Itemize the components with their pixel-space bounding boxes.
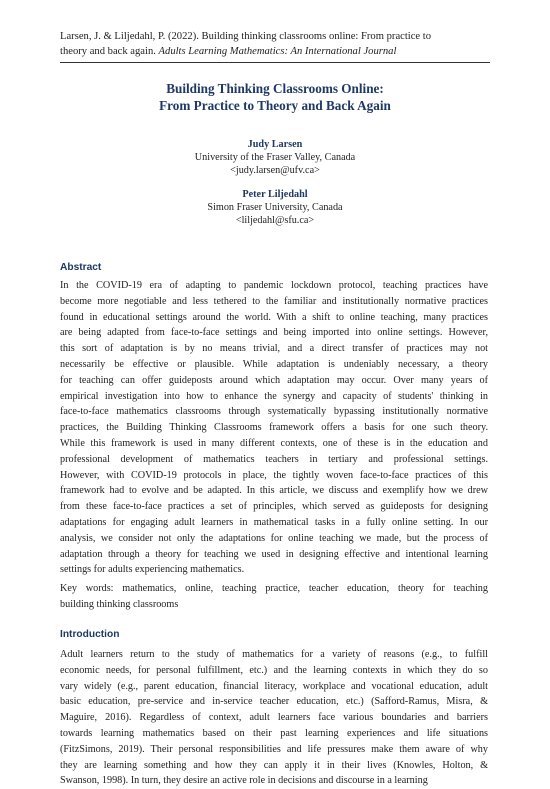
- abstract-line: practices, the Building Thinking Classrooms framework offers a basis for one such theory.: [60, 422, 488, 434]
- abstract-line: face-to-face mathematics classrooms through systematically bypassing institutionally normative: [60, 406, 488, 418]
- introduction-line: Maguire, 2016). Regardless of context, adult learners face various boundaries and barriers: [60, 712, 488, 724]
- header-divider: [60, 62, 490, 63]
- abstract-line: However, with COVID-19 protocols in place, the tightly woven face-to-face practices of this: [60, 469, 488, 481]
- abstract-line: analysis, we consider not only the adaptations for online teaching we made, but the process of: [60, 532, 488, 544]
- abstract-line: In the COVID-19 era of adapting to pandemic lockdown protocol, teaching practices have: [60, 280, 488, 291]
- abstract-line: this sort of adaptation is by no means trivial, and a direct transfer of practices may not: [60, 343, 488, 355]
- introduction-body: [60, 647, 488, 789]
- introduction-line: (FitzSimons, 2019). Their personal responsibilities and life pressures make them aware of why: [60, 743, 488, 755]
- abstract-line: found in educational settings around the world. With a shift to online teaching, many practices: [60, 311, 488, 323]
- paper-title: [60, 80, 490, 114]
- citation-line-2-text: theory and back again.: [60, 45, 159, 57]
- abstract-line: professional development of mathematics teachers in tertiary and professional settings.: [60, 453, 488, 465]
- citation-header: [60, 30, 490, 59]
- introduction-line: Swanson, 1998). In turn, they desire an active role in decisions and discourse in a learning: [60, 775, 428, 787]
- author-block-2: [60, 188, 490, 227]
- introduction-heading: Introduction: [60, 629, 120, 640]
- abstract-line: adaptation through a theory for teaching we used in designing effective and intentional learning: [60, 548, 488, 560]
- abstract-line: framework had to evolve and be adapted. In this article, we discuss and exemplify how we drew: [60, 485, 488, 497]
- title-line-1: Building Thinking Classrooms Online:: [166, 81, 384, 96]
- introduction-line: they are learning something and how they can apply it in their lives (Knowles, Holton, &: [60, 759, 488, 771]
- author-name: Peter Liljedahl: [242, 189, 308, 200]
- introduction-line: basic education, pre-service and in-service teacher education, etc.) (Safford-Ramus, Misra, &: [60, 696, 488, 708]
- abstract-line: settings for adults experiencing mathematics.: [60, 564, 245, 576]
- abstract-line: While this framework is used in many different contexts, one of these is in the education and: [60, 437, 488, 449]
- abstract-heading: Abstract: [60, 262, 102, 273]
- abstract-line: for teaching can offer guideposts around which adaptation may occur. Over many years of: [60, 374, 488, 386]
- journal-name: Adults Learning Mathematics: An International Journal: [158, 45, 397, 57]
- author-affiliation: Simon Fraser University, Canada: [207, 202, 343, 213]
- title-line-2: From Practice to Theory and Back Again: [159, 98, 391, 113]
- author-email: <liljedahl@sfu.ca>: [235, 215, 315, 226]
- introduction-line: towards learning mathematics based on their past learning experiences and life situations: [60, 727, 488, 739]
- keywords: [60, 581, 488, 613]
- abstract-line: from these face-to-face practices a set of principles, which served as guideposts for designing: [60, 501, 488, 513]
- author-block-1: [60, 138, 490, 177]
- abstract-line: adaptations for engaging adult learners in mathematical tasks in a fully online setting. In our: [60, 516, 488, 528]
- citation-line-1: Larsen, J. & Liljedahl, P. (2022). Building thinking classrooms online: From practice to: [60, 31, 432, 42]
- abstract-body: [60, 278, 488, 578]
- author-email: <judy.larsen@ufv.ca>: [230, 165, 320, 176]
- abstract-line: become more negotiable and less tethered to the familiar and institutionally normative practices: [60, 295, 488, 307]
- keywords-line: Key words: mathematics, online, teaching practice, teacher education, theory for teaching: [60, 583, 488, 594]
- abstract-line: necessarily be effective or plausible. While adaptation is undeniably necessary, a theory: [60, 358, 488, 370]
- keywords-line: building thinking classrooms: [60, 598, 179, 610]
- author-name: Judy Larsen: [247, 139, 303, 150]
- introduction-line: Adult learners return to the study of mathematics for a variety of reasons (e.g., to fulfill: [60, 649, 488, 660]
- author-affiliation: University of the Fraser Valley, Canada: [194, 152, 356, 163]
- citation-line-2: [60, 45, 490, 60]
- introduction-line: economic needs, for personal fulfillment, etc.) and the learning contexts in which they do so: [60, 664, 488, 676]
- abstract-line: are being adapted from face-to-face settings and being imported into online settings. However,: [60, 327, 488, 339]
- introduction-line: vary widely (e.g., parent education, financial literacy, workplace and vocational education, adult: [60, 680, 488, 692]
- abstract-line: empirical investigation into how to enhance the synergy and capacity of students' thinking in: [60, 390, 488, 402]
